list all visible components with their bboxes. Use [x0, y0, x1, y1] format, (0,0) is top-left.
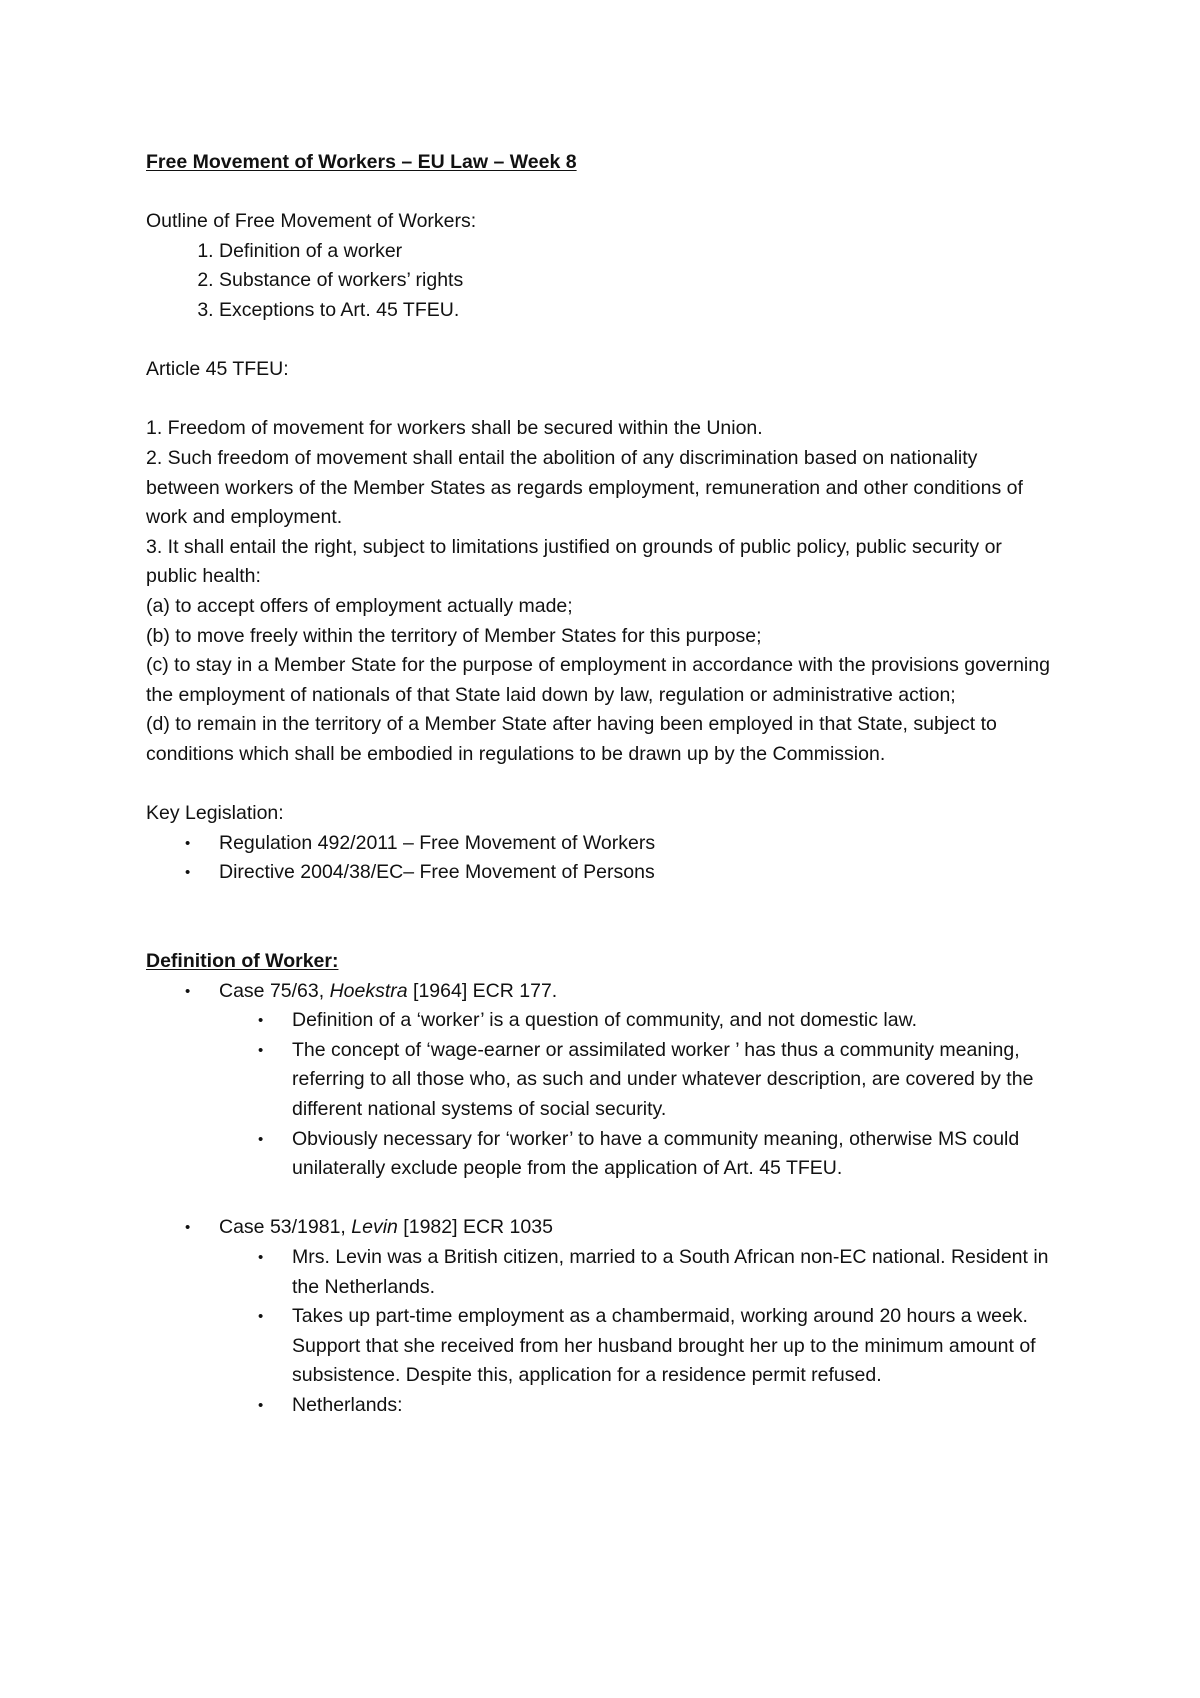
definition-heading: Definition of Worker:	[146, 950, 339, 973]
article-heading: Article 45 TFEU:	[146, 358, 289, 381]
case-point: • Mrs. Levin was a British citizen, married to a South African non-EC national. Resident in the Netherlands.	[292, 1243, 1050, 1302]
outline-list	[146, 237, 1050, 326]
case-list	[146, 977, 1050, 1421]
legislation-heading: Key Legislation:	[146, 802, 284, 825]
case-citation-prefix: Case 53/1981,	[219, 1216, 352, 1239]
article-paragraph-1: 1. Freedom of movement for workers shall be secured within the Union.	[146, 417, 763, 440]
case-item	[219, 1213, 1050, 1420]
article-paragraph-3: 3. It shall entail the right, subject to limitations justified on grounds of public policy, public security or public health:	[146, 535, 1002, 588]
case-points	[219, 1243, 1050, 1421]
case-item	[219, 977, 1050, 1214]
case-point: • The concept of ‘wage-earner or assimilated worker ’ has thus a community meaning, referring to all those who, as such and under whatever description, are covered by the different national systems of social security.	[292, 1036, 1050, 1125]
outline-item: 3. Exceptions to Art. 45 TFEU.	[219, 296, 1050, 326]
case-name: Hoekstra	[329, 979, 408, 1002]
case-point: • Takes up part-time employment as a chambermaid, working around 20 hours a week. Support that she received from her husband brought her up to the minimum amount of subsistence. Despite this, application for a residence permit refused.	[292, 1302, 1050, 1391]
outline-item: 2. Substance of workers’ rights	[219, 266, 1050, 296]
legislation-item: • Regulation 492/2011 – Free Movement of Workers	[219, 829, 1050, 859]
case-citation-prefix: Case 75/63,	[219, 979, 330, 1002]
case-name: Levin	[351, 1216, 398, 1239]
document-title: Free Movement of Workers – EU Law – Week 8	[146, 151, 577, 173]
case-point: • Definition of a ‘worker’ is a question of community, and not domestic law.	[292, 1006, 1050, 1036]
article-paragraph-2: 2. Such freedom of movement shall entail the abolition of any discrimination based on nationality between workers of the Member States as regards employment, remuneration and other conditions of work and employment.	[146, 446, 1023, 529]
case-point: • Netherlands:	[292, 1391, 1050, 1421]
case-citation-suffix: [1964] ECR 177.	[407, 979, 558, 1002]
article-point-a: (a) to accept offers of employment actually made;	[146, 594, 573, 617]
legislation-item: • Directive 2004/38/EC– Free Movement of Persons	[219, 858, 1050, 888]
article-point-d: (d) to remain in the territory of a Member State after having been employed in that State, subject to conditions which shall be embodied in regulations to be drawn up by the Commission.	[146, 713, 997, 765]
case-point: • Obviously necessary for ‘worker’ to have a community meaning, otherwise MS could unilaterally exclude people from the application of Art. 45 TFEU.	[292, 1125, 1050, 1184]
legislation-list	[146, 829, 1050, 888]
article-point-c: (c) to stay in a Member State for the purpose of employment in accordance with the provisions governing the employment of nationals of that State laid down by law, regulation or administrative action;	[146, 654, 1050, 706]
article-point-b: (b) to move freely within the territory of Member States for this purpose;	[146, 624, 762, 647]
outline-item: 1. Definition of a worker	[219, 237, 1050, 267]
outline-heading: Outline of Free Movement of Workers:	[146, 210, 477, 233]
case-points	[219, 1006, 1050, 1184]
case-citation-suffix: [1982] ECR 1035	[397, 1216, 553, 1239]
